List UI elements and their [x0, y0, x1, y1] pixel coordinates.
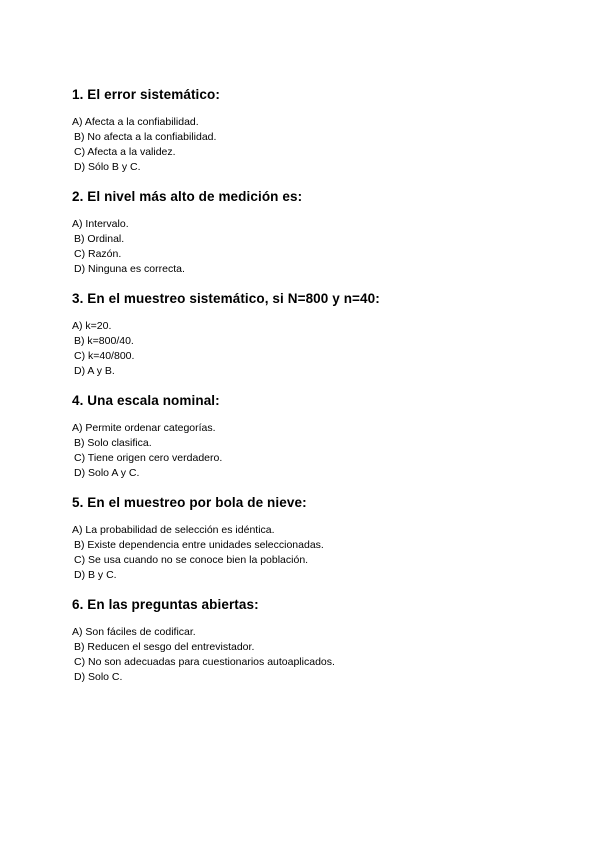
option-b: B) Ordinal. [74, 233, 125, 245]
option-a: A) La probabilidad de selección es idéntica. [72, 524, 275, 536]
option-a: A) Son fáciles de codificar. [72, 626, 196, 638]
question-6 [72, 597, 572, 685]
option-d: D) Ninguna es correcta. [74, 263, 185, 275]
question-1 [72, 87, 572, 175]
option-c: C) Afecta a la validez. [74, 146, 176, 158]
option-d: D) Sólo B y C. [74, 161, 141, 173]
question-title: 2. El nivel más alto de medición es: [72, 189, 303, 204]
option-c: C) No son adecuadas para cuestionarios autoaplicados. [74, 656, 335, 668]
question-2 [72, 189, 572, 277]
option-a: A) Afecta a la confiabilidad. [72, 116, 199, 128]
option-b: B) No afecta a la confiabilidad. [74, 131, 217, 143]
option-d: D) Solo A y C. [74, 467, 140, 479]
question-title: 4. Una escala nominal: [72, 393, 220, 408]
option-b: B) Existe dependencia entre unidades seleccionadas. [74, 539, 324, 551]
option-a: A) k=20. [72, 320, 112, 332]
option-c: C) Razón. [74, 248, 122, 260]
option-c: C) Tiene origen cero verdadero. [74, 452, 223, 464]
question-3 [72, 291, 572, 379]
question-title: 1. El error sistemático: [72, 87, 220, 102]
question-4 [72, 393, 572, 481]
option-d: D) A y B. [74, 365, 115, 377]
option-c: C) Se usa cuando no se conoce bien la población. [74, 554, 309, 566]
option-b: B) Solo clasifica. [74, 437, 152, 449]
option-a: A) Permite ordenar categorías. [72, 422, 216, 434]
option-c: C) k=40/800. [74, 350, 135, 362]
option-b: B) Reducen el sesgo del entrevistador. [74, 641, 255, 653]
question-title: 5. En el muestreo por bola de nieve: [72, 495, 307, 510]
option-b: B) k=800/40. [74, 335, 134, 347]
option-d: D) Solo C. [74, 671, 123, 683]
option-a: A) Intervalo. [72, 218, 129, 230]
question-5 [72, 495, 572, 583]
question-title: 3. En el muestreo sistemático, si N=800 y n=40: [72, 291, 380, 306]
question-title: 6. En las preguntas abiertas: [72, 597, 259, 612]
option-d: D) B y C. [74, 569, 117, 581]
